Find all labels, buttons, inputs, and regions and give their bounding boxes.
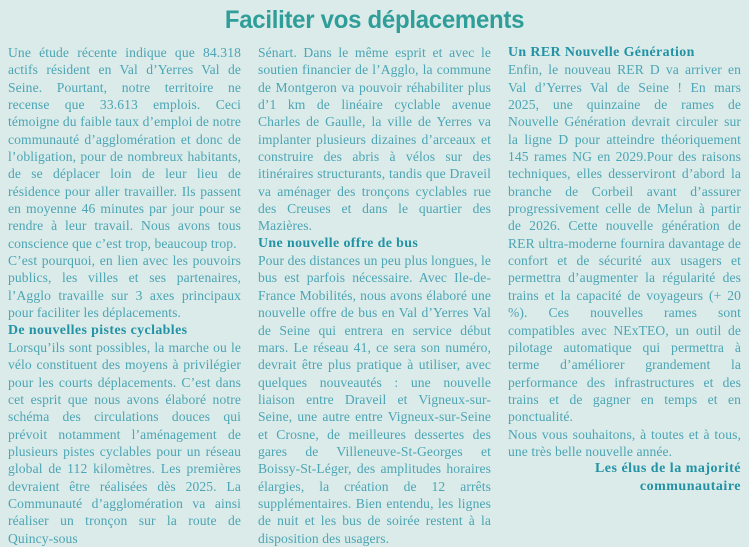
article-columns	[0, 44, 749, 547]
paragraph: Sénart. Dans le même esprit et avec le soutien financier de l’Agglo, la commune de Montgeron va pouvoir réhabiliter plus d’1 km de linéaire cyclable avenue Charles de Gaulle, la ville de Yerres va implanter plusieurs dizaines d’arceaux et construire des abris à vélos sur des itinéraires structurants, tandis que Draveil va aménager des tronçons cyclables rue des Creuses et dans le quartier des Mazières.	[258, 45, 491, 234]
section-heading-rer-nouvelle-generation: Un RER Nouvelle Génération	[508, 45, 695, 60]
column-1	[8, 44, 241, 547]
paragraph: Pour des distances un peu plus longues, le bus est parfois nécessaire. Avec Ile-de-France Mobilités, nous avons élaboré une nouvelle offre de bus en Val d’Yerres Val de Seine qui entrera en service début mars. Le réseau 41, ce sera son numéro, devrait être plus pratique à utiliser, avec quelques nouveautés : une nouvelle liaison entre Draveil et Vigneux-sur-Seine, une autre entre Vigneux-sur-Seine et Crosne, de meilleures dessertes des gares de Villeneuve-St-Georges et Boissy-St-Léger, des amplitudes horaires élargies, la création de 12 arrêts supplémentaires. Bien entendu, les lignes de nuit et les bus de soirée restent à la disposition des usagers.	[258, 253, 491, 546]
paragraph: Enfin, le nouveau RER D va arriver en Val d’Yerres Val de Seine ! En mars 2025, une quinzaine de rames de Nouvelle Génération devrait circuler sur la ligne D pour atteindre théoriquement 145 rames NG en 2029.Pour des raisons techniques, elles desserviront d’abord la branche de Corbeil avant d’assurer progressivement celle de Melun à partir de 2026. Cette nouvelle génération de RER ultra-moderne fournira davantage de confort et de sécurité aux usagers et permettra d’augmenter la régularité des trains et la capacité de voyageurs (+ 20 %). Ces nouvelles rames sont compatibles avec NExTEO, un outil de pilotage automatique qui permettra à terme d’améliorer grandement la performance des infrastructures et des trains et de gagner en temps et en ponctualité.	[508, 62, 741, 425]
signature: Les élus de la majorité communautaire	[594, 461, 741, 494]
section-heading-pistes-cyclables: De nouvelles pistes cyclables	[8, 322, 188, 338]
column-2	[258, 44, 491, 547]
paragraph: Lorsqu’ils sont possibles, la marche ou le vélo constituent des moyens à privilégier pour les courts déplacements. C’est dans cet esprit que nous avons élaboré notre schéma des circulations douces qui prévoit notamment l’aménagement de plusieurs pistes cyclables pour un réseau global de 112 kilomètres. Les premières devraient être réalisées dès 2025. La Communauté d’agglomération va ainsi réaliser un tronçon sur la route de Quincy-sous	[8, 339, 241, 546]
paragraph: Nous vous souhaitons, à toutes et à tous, une très belle nouvelle année.	[508, 426, 741, 459]
column-3	[508, 44, 741, 547]
paragraph: C’est pourquoi, en lien avec les pouvoirs publics, les villes et ses partenaires, l’Agglo travaille sur 3 axes principaux pour faciliter les déplacements.	[8, 253, 241, 321]
paragraph: Une étude récente indique que 84.318 actifs résident en Val d’Yerres Val de Seine. Pourtant, notre territoire ne recense que 33.613 emplois. Ceci témoigne du faible taux d’emploi de notre communauté d’agglomération et donc de l’obligation, pour de nombreux habitants, de se déplacer loin de leur lieu de résidence pour aller travailler. Ils passent en moyenne 46 minutes par jour pour se rendre à leur travail. Nous avons tous conscience que c’est trop, beaucoup trop.	[8, 45, 241, 251]
section-heading-offre-de-bus: Une nouvelle offre de bus	[258, 235, 419, 251]
page-title: Faciliter vos déplacements	[224, 6, 525, 34]
